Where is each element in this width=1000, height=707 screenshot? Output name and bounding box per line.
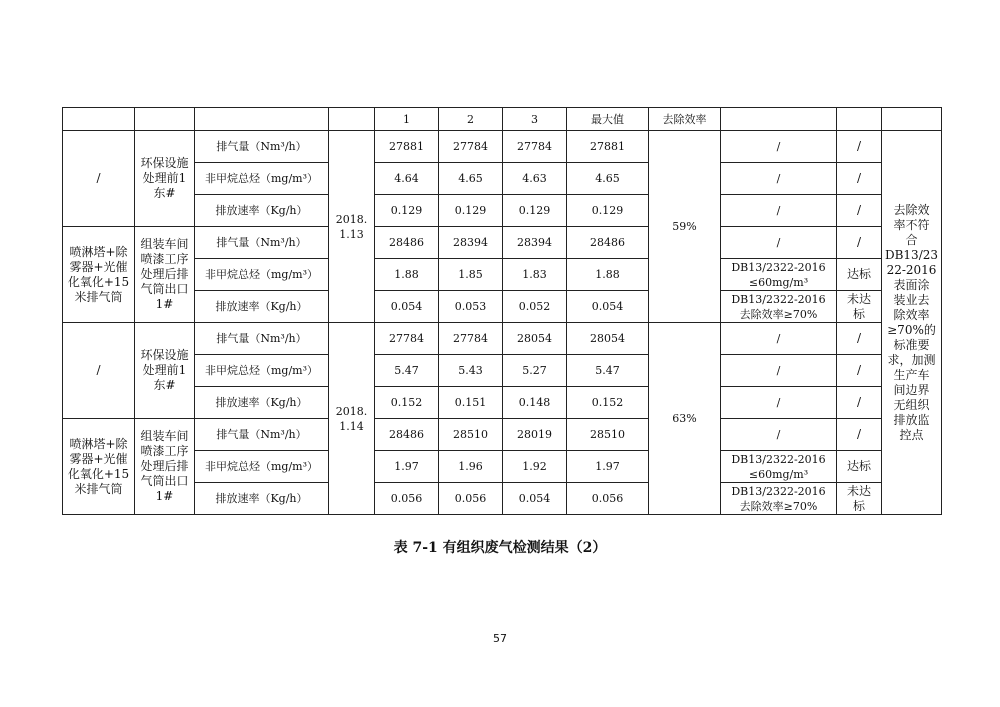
table-caption: 表 7-1 有组织废气检测结果（2） bbox=[393, 540, 607, 556]
parameter-cell: 非甲烷总烃（mg/m³） bbox=[195, 355, 329, 387]
facility-cell: / bbox=[63, 131, 135, 227]
verdict-cell: 未达 标 bbox=[837, 291, 882, 323]
facility-cell: 喷淋塔+除 雾器+光催 化氧化+15 米排气筒 bbox=[63, 227, 135, 323]
value-3-cell: 0.052 bbox=[503, 291, 567, 323]
max-value-cell: 27881 bbox=[567, 131, 649, 163]
standard-cell: / bbox=[721, 355, 837, 387]
table-row bbox=[63, 259, 942, 291]
max-value-cell: 1.97 bbox=[567, 451, 649, 483]
max-value-cell: 0.152 bbox=[567, 387, 649, 419]
header-cell: 3 bbox=[503, 108, 567, 131]
value-2-cell: 0.056 bbox=[439, 483, 503, 515]
table-row bbox=[63, 195, 942, 227]
value-3-cell: 27784 bbox=[503, 131, 567, 163]
sampling-location-cell: 环保设施 处理前1 东# bbox=[135, 131, 195, 227]
verdict-cell: 达标 bbox=[837, 451, 882, 483]
verdict-cell: / bbox=[837, 195, 882, 227]
value-3-cell: 0.129 bbox=[503, 195, 567, 227]
value-1-cell: 1.88 bbox=[375, 259, 439, 291]
value-2-cell: 4.65 bbox=[439, 163, 503, 195]
sampling-location-cell: 组装车间 喷漆工序 处理后排 气筒出口 1# bbox=[135, 227, 195, 323]
value-2-cell: 28394 bbox=[439, 227, 503, 259]
verdict-cell: / bbox=[837, 131, 882, 163]
value-3-cell: 28019 bbox=[503, 419, 567, 451]
table-row bbox=[63, 387, 942, 419]
table-row bbox=[63, 451, 942, 483]
table-header-row bbox=[63, 108, 942, 131]
parameter-cell: 非甲烷总烃（mg/m³） bbox=[195, 259, 329, 291]
value-1-cell: 28486 bbox=[375, 419, 439, 451]
value-2-cell: 0.129 bbox=[439, 195, 503, 227]
value-2-cell: 27784 bbox=[439, 131, 503, 163]
value-1-cell: 0.054 bbox=[375, 291, 439, 323]
standard-cell: / bbox=[721, 163, 837, 195]
parameter-cell: 非甲烷总烃（mg/m³） bbox=[195, 451, 329, 483]
max-value-cell: 0.056 bbox=[567, 483, 649, 515]
standard-cell: / bbox=[721, 195, 837, 227]
header-cell: 1 bbox=[375, 108, 439, 131]
date-cell: 2018. 1.13 bbox=[329, 131, 375, 323]
value-1-cell: 0.152 bbox=[375, 387, 439, 419]
value-1-cell: 0.056 bbox=[375, 483, 439, 515]
header-cell bbox=[882, 108, 942, 131]
header-cell bbox=[135, 108, 195, 131]
parameter-cell: 排气量（Nm³/h） bbox=[195, 419, 329, 451]
parameter-cell: 排气量（Nm³/h） bbox=[195, 131, 329, 163]
value-3-cell: 0.054 bbox=[503, 483, 567, 515]
table-row bbox=[63, 131, 942, 163]
header-cell: 2 bbox=[439, 108, 503, 131]
verdict-cell: 达标 bbox=[837, 259, 882, 291]
standard-cell: DB13/2322-2016 ≤60mg/m³ bbox=[721, 259, 837, 291]
facility-cell: / bbox=[63, 323, 135, 419]
value-3-cell: 1.92 bbox=[503, 451, 567, 483]
parameter-cell: 排放速率（Kg/h） bbox=[195, 483, 329, 515]
header-cell: 去除效率 bbox=[649, 108, 721, 131]
max-value-cell: 28054 bbox=[567, 323, 649, 355]
exhaust-gas-results-table bbox=[62, 107, 942, 515]
standard-cell: / bbox=[721, 131, 837, 163]
value-3-cell: 28394 bbox=[503, 227, 567, 259]
max-value-cell: 28510 bbox=[567, 419, 649, 451]
max-value-cell: 1.88 bbox=[567, 259, 649, 291]
value-1-cell: 5.47 bbox=[375, 355, 439, 387]
verdict-cell: / bbox=[837, 387, 882, 419]
standard-cell: / bbox=[721, 419, 837, 451]
standard-cell: / bbox=[721, 323, 837, 355]
header-cell bbox=[329, 108, 375, 131]
table-row bbox=[63, 419, 942, 451]
verdict-cell: / bbox=[837, 227, 882, 259]
value-2-cell: 27784 bbox=[439, 323, 503, 355]
side-note-cell: 去除效 率不符 合 DB13/23 22-2016 表面涂 装业去 除效率 ≥70%的 标准要 求，加测 生产车 间边界 无组织 排放监 控点 bbox=[882, 131, 942, 515]
standard-cell: / bbox=[721, 227, 837, 259]
facility-cell: 喷淋塔+除 雾器+光催 化氧化+15 米排气筒 bbox=[63, 419, 135, 515]
header-cell: 最大值 bbox=[567, 108, 649, 131]
parameter-cell: 排放速率（Kg/h） bbox=[195, 387, 329, 419]
header-cell bbox=[63, 108, 135, 131]
table-row bbox=[63, 163, 942, 195]
removal-efficiency-cell: 63% bbox=[649, 323, 721, 515]
sampling-location-cell: 组装车间 喷漆工序 处理后排 气筒出口 1# bbox=[135, 419, 195, 515]
verdict-cell: / bbox=[837, 163, 882, 195]
max-value-cell: 0.054 bbox=[567, 291, 649, 323]
value-1-cell: 27881 bbox=[375, 131, 439, 163]
max-value-cell: 0.129 bbox=[567, 195, 649, 227]
standard-cell: / bbox=[721, 387, 837, 419]
standard-cell: DB13/2322-2016 去除效率≥70% bbox=[721, 291, 837, 323]
max-value-cell: 5.47 bbox=[567, 355, 649, 387]
value-3-cell: 4.63 bbox=[503, 163, 567, 195]
verdict-cell: / bbox=[837, 419, 882, 451]
verdict-cell: 未达 标 bbox=[837, 483, 882, 515]
table-row bbox=[63, 227, 942, 259]
value-1-cell: 4.64 bbox=[375, 163, 439, 195]
standard-cell: DB13/2322-2016 去除效率≥70% bbox=[721, 483, 837, 515]
table-row bbox=[63, 323, 942, 355]
page-number: 57 bbox=[493, 632, 507, 645]
removal-efficiency-cell: 59% bbox=[649, 131, 721, 323]
value-3-cell: 28054 bbox=[503, 323, 567, 355]
value-2-cell: 0.053 bbox=[439, 291, 503, 323]
date-cell: 2018. 1.14 bbox=[329, 323, 375, 515]
value-2-cell: 1.85 bbox=[439, 259, 503, 291]
header-cell bbox=[195, 108, 329, 131]
value-3-cell: 1.83 bbox=[503, 259, 567, 291]
max-value-cell: 28486 bbox=[567, 227, 649, 259]
value-2-cell: 28510 bbox=[439, 419, 503, 451]
table-row bbox=[63, 483, 942, 515]
value-3-cell: 0.148 bbox=[503, 387, 567, 419]
verdict-cell: / bbox=[837, 323, 882, 355]
parameter-cell: 排气量（Nm³/h） bbox=[195, 323, 329, 355]
value-1-cell: 28486 bbox=[375, 227, 439, 259]
value-1-cell: 0.129 bbox=[375, 195, 439, 227]
value-3-cell: 5.27 bbox=[503, 355, 567, 387]
value-2-cell: 1.96 bbox=[439, 451, 503, 483]
table-row bbox=[63, 291, 942, 323]
parameter-cell: 非甲烷总烃（mg/m³） bbox=[195, 163, 329, 195]
max-value-cell: 4.65 bbox=[567, 163, 649, 195]
table-row bbox=[63, 355, 942, 387]
parameter-cell: 排放速率（Kg/h） bbox=[195, 195, 329, 227]
standard-cell: DB13/2322-2016 ≤60mg/m³ bbox=[721, 451, 837, 483]
sampling-location-cell: 环保设施 处理前1 东# bbox=[135, 323, 195, 419]
value-2-cell: 0.151 bbox=[439, 387, 503, 419]
value-1-cell: 27784 bbox=[375, 323, 439, 355]
value-2-cell: 5.43 bbox=[439, 355, 503, 387]
header-cell bbox=[721, 108, 837, 131]
parameter-cell: 排气量（Nm³/h） bbox=[195, 227, 329, 259]
verdict-cell: / bbox=[837, 355, 882, 387]
header-cell bbox=[837, 108, 882, 131]
parameter-cell: 排放速率（Kg/h） bbox=[195, 291, 329, 323]
value-1-cell: 1.97 bbox=[375, 451, 439, 483]
